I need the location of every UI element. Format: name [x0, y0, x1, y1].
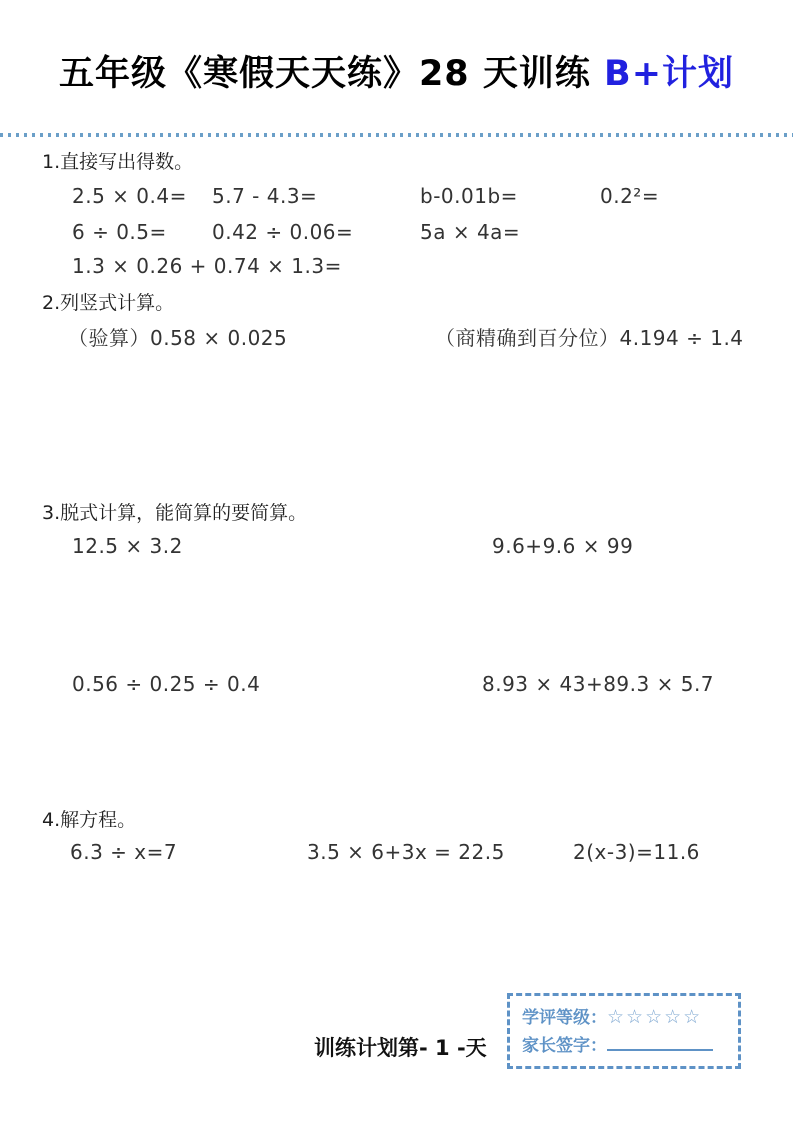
problem-expression: 5.7 - 4.3=: [212, 184, 318, 208]
title-plan-text: B+计划: [604, 54, 735, 94]
section-1-heading: 1.直接写出得数。: [42, 151, 194, 173]
page-title: [0, 46, 793, 96]
problem-expression: （验算）0.58 × 0.025: [68, 326, 288, 350]
problem-expression: 0.56 ÷ 0.25 ÷ 0.4: [72, 672, 261, 696]
section-3-heading: 3.脱式计算，能简算的要简算。: [42, 502, 308, 524]
problem-expression: 2(x-3)=11.6: [573, 840, 700, 864]
title-main-text: 五年级《寒假天天练》28 天训练: [58, 54, 605, 94]
signature-line: [607, 1035, 713, 1051]
training-day-label: 训练计划第- 1 -天: [314, 1036, 487, 1060]
section-4-heading: 4.解方程。: [42, 809, 137, 831]
problem-expression: b-0.01b=: [420, 184, 518, 208]
signature-label: 家长签字：: [522, 1036, 607, 1056]
problem-expression: 0.42 ÷ 0.06=: [212, 220, 354, 244]
signature-row: [522, 1032, 726, 1060]
problem-expression: 12.5 × 3.2: [72, 534, 183, 558]
rating-stars: ☆☆☆☆☆: [607, 1006, 703, 1028]
problem-expression: 8.93 × 43+89.3 × 5.7: [482, 672, 715, 696]
problem-expression: 0.2²=: [600, 184, 660, 208]
section-2-heading: 2.列竖式计算。: [42, 292, 175, 314]
problem-expression: 6 ÷ 0.5=: [72, 220, 167, 244]
problem-expression: 1.3 × 0.26 + 0.74 × 1.3=: [72, 254, 342, 278]
rating-label: 学评等级：: [522, 1008, 607, 1028]
rating-row: [522, 1003, 726, 1032]
problem-expression: 2.5 × 0.4=: [72, 184, 187, 208]
dotted-divider: [0, 133, 793, 137]
problem-expression: （商精确到百分位）4.194 ÷ 1.4: [435, 326, 744, 350]
problem-expression: 5a × 4a=: [420, 220, 521, 244]
grading-box: [507, 993, 741, 1069]
problem-expression: 3.5 × 6+3x = 22.5: [307, 840, 505, 864]
problem-expression: 9.6+9.6 × 99: [492, 534, 634, 558]
problem-expression: 6.3 ÷ x=7: [70, 840, 178, 864]
